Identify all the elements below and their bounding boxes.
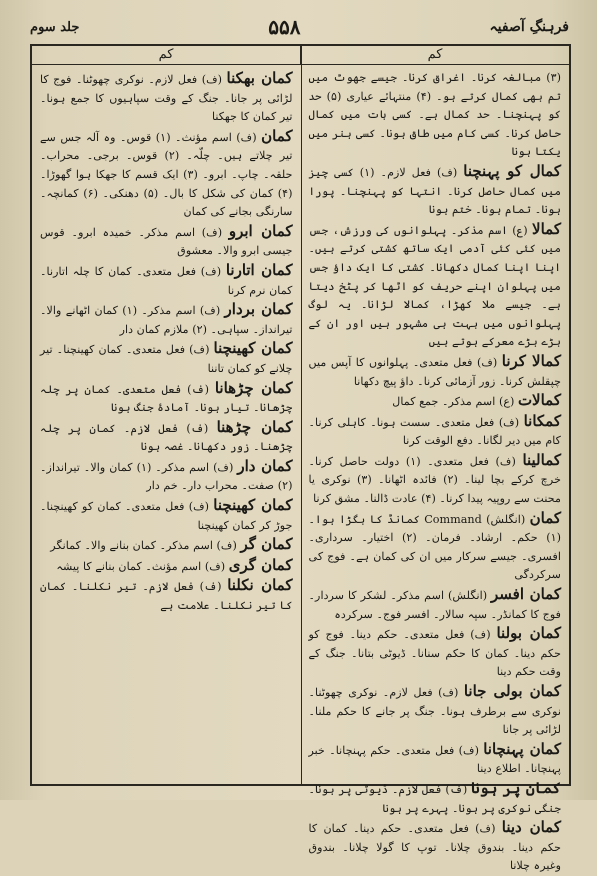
entry-headword: کمان ابرو: [228, 221, 293, 240]
left-column-heading: کم: [32, 46, 301, 64]
dictionary-entry: [309, 451, 562, 509]
dictionary-entry: [309, 585, 562, 624]
entry-definition: (ف) فعل متعدی۔ پہلوانوں کا آپس میں چپقلش کرنا۔ زور آزمائی کرنا۔ داؤ پیچ دکھانا: [308, 355, 561, 388]
entry-headword: کمان بولی جانا: [463, 682, 561, 700]
entry-headword: کمان چڑھنا: [216, 417, 293, 436]
entry-definition: (ف) فعل متعدی۔ کمان کھینچنا۔ تیر چلانے کو کمان تاننا: [40, 343, 293, 375]
text-columns: [32, 65, 569, 873]
dictionary-entry: [40, 576, 293, 615]
page-number: ۵۵۸: [268, 15, 301, 39]
dictionary-entry: [309, 162, 562, 220]
dictionary-entry: [40, 535, 293, 556]
entry-definition: (ع) اسم مذکر۔ پہلوانوں کی ورزش، جس میں کئی کئی آدمی ایک ساتھ کشتی کرتے ہیں۔ اپنا اپنا کمال دکھانا۔ کشتی کا ایک داؤ جس میں پہلوان اپنے حریف کو اٹھا کر پٹخ دیتا ہے۔ جیسے ملا کھڑا، کمالا لڑانا۔ یہ لوگ پہلوانوں میں بہت ہی مشہور ہیں اور ان کے بڑے بڑے معرکے ہوتے ہیں: [308, 223, 561, 349]
entry-headword: کمان بردار: [224, 300, 293, 319]
right-column-heading: کم: [427, 47, 443, 62]
entry-headword: کمان پہنچانا: [483, 739, 561, 758]
entry-headword: کمان افسر: [491, 585, 561, 604]
dictionary-entry: [40, 127, 293, 222]
entry-definition: (ف) فعل متعدی۔ حکم دینا۔ فوج کو حکم دینا۔ کمان کا حکم سنانا۔ ڈیوٹی بتانا۔ جنگ کے وقت حکم دینا: [308, 628, 561, 679]
entry-headword: کمان کھینچنا: [213, 496, 293, 515]
entry-headword: کمان نکلنا: [227, 576, 293, 595]
entry-definition: (ف) فعل متعدی۔ حکم دینا۔ کمان کا حکم دینا۔ بندوق چلانا۔ توپ کا گولا چلانا۔ بندوق وغیرہ چلانا: [308, 822, 561, 873]
dictionary-entry: [40, 339, 293, 378]
dictionary-entry: [309, 779, 562, 818]
dictionary-entry: [40, 496, 293, 535]
dictionary-entry: [40, 222, 293, 261]
entry-headword: کمان پر ہونا: [471, 778, 561, 797]
entry-definition: (ف) فعل متعدی۔ کمان پر چلہ چڑھانا۔ تیار ہونا۔ آمادۂ جنگ ہونا: [40, 382, 293, 415]
entry-definition: (ف) اسم مذکر۔ (۱) کمان والا۔ تیرانداز۔ (۲) صفت۔ محراب دار۔ خم دار: [40, 460, 293, 493]
entry-headword: کمان: [261, 126, 293, 145]
dictionary-entry: [309, 69, 562, 162]
entry-headword: کمالا: [532, 219, 561, 238]
entry-definition: (ف) اسم مؤنث۔ (۱) قوس۔ وہ آلہ جس سے تیر چلاتے ہیں۔ چلّہ۔ (۲) قوس۔ برجی۔ محراب۔ حلقہ۔ چاپ۔ ابرو۔ (۳) ایک قسم کا جھکا ہوا گھوڑا۔ (۴) کمان کی شکل کا بال۔ (۵) دھنکی۔ (۶) کمانچہ۔ سارنگی بجانے کی کمان: [40, 130, 293, 219]
entry-definition: (ف) اسم مذکر۔ (۱) کمان اٹھانے والا۔ تیرانداز۔ سپاہی۔ (۲) ملازم کمان دار: [40, 304, 293, 336]
entry-definition: (ف) فعل لازم۔ ڈیوٹی پر ہونا۔ جنگی نوکری پر ہونا۔ پہرے پر ہونا: [308, 782, 561, 815]
dictionary-entry: [309, 818, 562, 876]
entry-headword: کمان دار: [237, 456, 293, 475]
dictionary-entry: [40, 69, 293, 127]
dictionary-entry: [40, 300, 293, 339]
book-title: فرہنگِ آصفیہ: [489, 19, 569, 35]
page-header: [30, 10, 569, 44]
dictionary-entry: [309, 740, 562, 779]
entry-definition: (ف) فعل لازم۔ نوکری چھوٹنا۔ نوکری سے برطرف ہونا۔ جنگ پر جانے کا حکم ملنا۔ لڑائی پر جانا: [308, 686, 561, 737]
entry-definition: (ف) اسم مذکر۔ خمیدہ ابرو۔ قوس جیسی ابرو والا۔ معشوق: [40, 225, 293, 258]
entry-definition: (ف) اسم مذکر۔ کمان بنانے والا۔ کمانگر: [50, 539, 237, 553]
entry-headword: کمکانا: [523, 411, 561, 430]
volume-label: جلد سوم: [30, 19, 80, 35]
entry-definition: (انگلش) اسم مذکر۔ لشکر کا سردار۔ فوج کا کمانڈر۔ سپہ سالار۔ افسر فوج۔ سرکردہ: [308, 589, 561, 621]
entry-headword: کمان گر: [240, 535, 293, 554]
dictionary-entry: [40, 418, 293, 457]
entry-headword: کمان اتارنا: [225, 260, 293, 279]
dictionary-entry: [40, 556, 293, 577]
dictionary-entry: [309, 352, 562, 391]
entry-headword: کمان گری: [228, 555, 293, 574]
entry-definition: (ف) فعل متعدی۔ کمان کا چلہ اتارنا۔ کمان نرم کرنا: [40, 264, 293, 297]
entry-headword: کمالا کرنا: [501, 351, 561, 370]
left-column: [32, 65, 301, 784]
right-column: [301, 65, 570, 873]
dictionary-entry: [309, 682, 562, 740]
page-frame: [30, 44, 571, 873]
dictionary-entry: [309, 391, 562, 412]
entry-headword: کمان بھکنا: [226, 69, 293, 87]
entry-definition: (ف) فعل لازم۔ نوکری چھوٹنا۔ فوج کا لڑائی پر جانا۔ جنگ کے وقت سپاہیوں کا جمع ہونا۔ تیر کمان کا جھکنا: [40, 73, 293, 124]
entry-definition: (ف) فعل متعدی۔ کمان کو کھینچنا۔ جوڑ کر کمان کھینچنا: [40, 500, 293, 532]
dictionary-entry: [40, 261, 293, 300]
entry-definition: (ف) فعل لازم۔ تیر نکلنا۔ کمان کا تیر نکلنا۔ علامت ہے: [40, 580, 293, 613]
entry-headword: کمان دینا: [501, 818, 561, 837]
entry-definition: (ف) فعل متعدی۔ (۱) دولت حاصل کرنا۔ خرچ کرکے بچا لینا۔ (۲) فائدہ اٹھانا۔ (۳) نوکری یا محنت سے روپیہ پیدا کرنا۔ (۴) عادت ڈالنا۔ مشق کرنا: [308, 454, 561, 506]
dictionary-entry: [40, 457, 293, 496]
entry-headword: کمالات: [517, 391, 561, 410]
dictionary-entry: [309, 220, 562, 352]
entry-definition: (۳) مبالغہ کرنا۔ اغراق کرنا۔ جیسے جھوٹ میں تم بھی کمال کرتے ہو۔ (۴) منتہائے عیاری (۵) حد کو پہنچنا۔ حد کمال ہے۔ کسی بات میں کمال حاصل کرنا۔ کسی کام میں طاق ہونا۔ کسی ہنر میں یکتا ہونا: [308, 71, 562, 159]
entry-headword: کمال کو پہنچنا: [463, 161, 561, 180]
entry-headword: کمان: [529, 508, 562, 527]
entry-definition: (ف) فعل متعدی۔ سست ہونا۔ کاہلی کرنا۔ کام میں دیر لگانا۔ دفع الوقت کرنا: [308, 415, 561, 448]
entry-definition: (انگلش) Command کمانڈ کا بگڑا ہوا۔ (۱) حکم۔ ارشاد۔ فرمان۔ (۲) اختیار۔ سرداری۔ افسری۔ جیسے سرکار میں ان کی کمان ہے۔ فوج کی سرکردگی: [308, 512, 561, 582]
dictionary-entry: [40, 379, 293, 418]
entry-headword: کمان چڑھانا: [214, 378, 293, 397]
dictionary-entry: [309, 509, 562, 585]
entry-definition: (ف) فعل لازم۔ کمان پر چلہ چڑھنا۔ زور دکھانا۔ غصہ ہونا: [40, 421, 293, 454]
entry-definition: (ف) فعل متعدی۔ حکم پہنچانا۔ خبر پہنچانا۔ اطلاع دینا: [308, 743, 561, 776]
entry-definition: (ع) اسم مذکر۔ جمع کمال: [392, 395, 515, 409]
entry-definition: (ف) اسم مؤنث۔ کمان بنانے کا پیشہ: [56, 559, 226, 573]
dictionary-entry: [309, 624, 562, 682]
dictionary-entry: [309, 412, 562, 451]
entry-headword: کمالینا: [522, 450, 562, 469]
entry-headword: کمان بولنا: [496, 624, 562, 643]
entry-headword: کمان کھینچنا: [213, 339, 293, 358]
entry-definition: (ف) فعل لازم۔ (۱) کسی چیز میں کمال حاصل کرنا۔ انتہا کو پہنچنا۔ پورا ہونا۔ تمام ہونا۔ ختم ہونا: [308, 165, 561, 217]
